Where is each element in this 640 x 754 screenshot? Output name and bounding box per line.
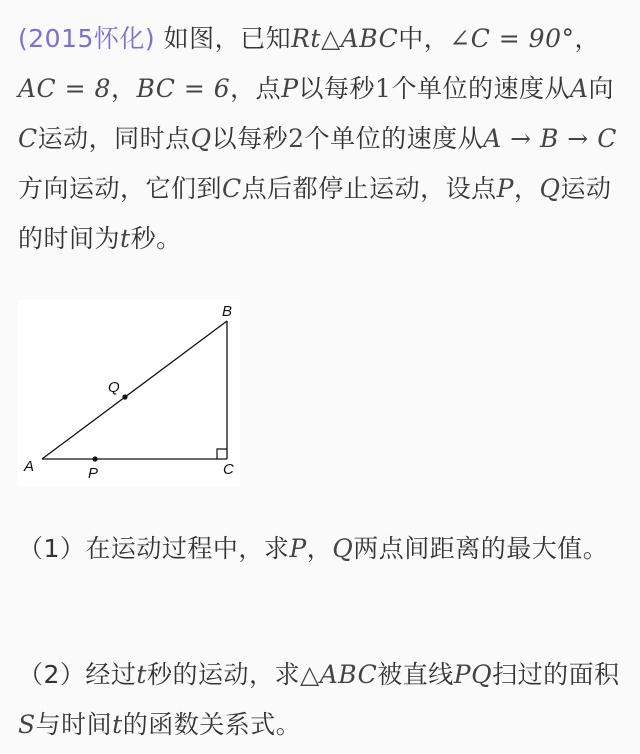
question-number: （2） (18, 660, 86, 689)
text-segment: 个单位的速度从 (391, 74, 570, 103)
math-point-c: C (222, 174, 242, 203)
text-segment: 运动，同时点 (37, 124, 191, 153)
text-segment: 被直线 (377, 660, 454, 689)
math-triangle-abc: △ABC (299, 660, 378, 689)
text-segment: 以每秒 (211, 124, 289, 153)
math-point-p: P (289, 534, 307, 563)
problem-statement (18, 14, 622, 264)
text-segment: 与时间 (35, 710, 113, 739)
point-p-dot (92, 456, 97, 461)
text-segment: ， (574, 24, 600, 53)
point-q-label: Q (108, 379, 120, 396)
question-number: （1） (18, 534, 86, 563)
vertex-c-label: C (223, 461, 234, 478)
math-point-c: C (18, 124, 38, 153)
text-segment: 秒的运动，求 (146, 660, 300, 689)
math-point-p: P (496, 174, 514, 203)
math-point-q: Q (539, 174, 561, 203)
text-segment: 向 (588, 74, 615, 103)
math-var-t: t (112, 710, 123, 739)
text-segment: ，点 (230, 74, 282, 103)
math-point-q: Q (190, 124, 212, 153)
math-point-q: Q (332, 534, 354, 563)
text-segment: 运动的时间为 (18, 174, 612, 253)
text-segment: 扫过的面积 (492, 660, 620, 689)
text-segment: 的函数关系式。 (122, 710, 302, 739)
math-bc-length: BC = 6 (136, 74, 231, 103)
text-segment: 个单位的速度从 (304, 124, 484, 153)
triangle-diagram (18, 300, 240, 486)
math-var-s: S (18, 710, 36, 739)
text-segment: 点后都停止运动，设点 (241, 174, 497, 203)
math-point-a: A (569, 74, 589, 103)
math-line-pq: PQ (453, 660, 493, 689)
math-var-t: t (120, 224, 131, 253)
math-angle-c: ∠C = 90° (449, 24, 575, 53)
point-p-label: P (88, 465, 99, 482)
text-segment: 经过 (85, 660, 137, 689)
text-segment: 在运动过程中，求 (85, 534, 290, 563)
text-segment: ， (514, 174, 540, 203)
side-ab (42, 321, 227, 459)
text-segment: 中， (398, 24, 450, 53)
math-point-p: P (281, 74, 299, 103)
problem-source[interactable]: (2015怀化) (18, 24, 156, 53)
math-ac-length: AC = 8 (18, 74, 111, 103)
text-segment: 两点间距离的最大值。 (353, 534, 609, 563)
math-var-t: t (136, 660, 147, 689)
text-segment: 秒。 (130, 224, 182, 253)
text-segment: 方向运动，它们到 (18, 174, 223, 203)
text-segment: 以每秒 (298, 74, 376, 103)
math-rt-triangle: Rt△ABC (291, 24, 399, 53)
vertex-a-label: A (24, 458, 35, 475)
math-q-speed: 2 (288, 124, 305, 153)
math-path-abc: A → B → C (483, 124, 617, 153)
math-p-speed: 1 (375, 74, 392, 103)
text-segment: 如图，已知 (163, 24, 292, 53)
triangle-figure (18, 300, 240, 486)
text-segment: ， (110, 74, 137, 103)
question-1 (18, 524, 622, 574)
question-2 (18, 650, 622, 750)
text-segment: ， (306, 534, 333, 563)
vertex-b-label: B (222, 303, 233, 320)
point-q-dot (122, 394, 127, 399)
right-angle-mark (217, 449, 227, 459)
